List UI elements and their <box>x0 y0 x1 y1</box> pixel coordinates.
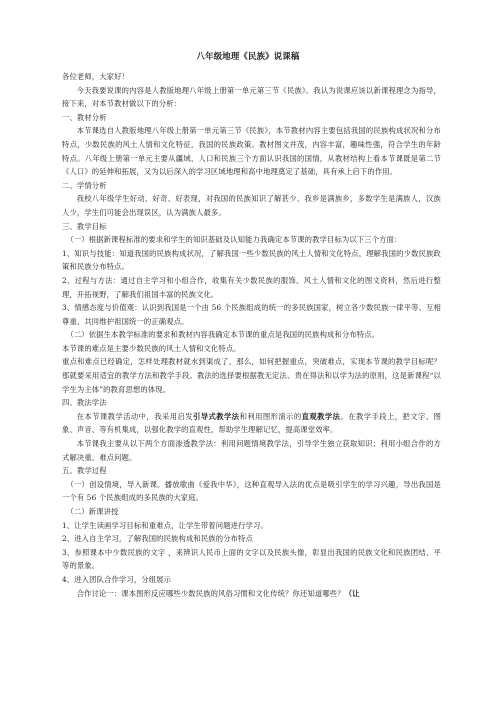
group-discussion-paragraph <box>62 587 441 601</box>
section-heading-teaching-goals: 三、教学目标 <box>62 221 107 231</box>
new-lesson-heading: （二）新课讲授 <box>66 507 119 516</box>
goal-item-attitude: 3、情感态度与价值观：认识到我国是一个由 56 个民族组成的统一的多民族国家，树立各少数民族一律平等、互相尊重、共同维护祖国统一的正确观点。 <box>62 303 441 326</box>
methods-text-1: 在本节课教学活动中，我采用启发 <box>76 411 193 421</box>
difficult-point-paragraph: 本节课的难点是主要少数民族的风土人情和文化特点。 <box>62 343 241 353</box>
section-heading-student-analysis: 二、学情分析 <box>62 180 107 190</box>
document-title: 八年级地理《民族》说课稿 <box>196 51 300 61</box>
section-heading-methods: 四、教法学法 <box>62 398 107 408</box>
student-analysis-paragraph: 我校八年级学生好动、好奇、好表现，对我国的民族知识了解甚少。我乡是满族乡，多数学生是满族人，汉族人少，学生们可能会出现误区，认为满族人最多。 <box>62 194 441 217</box>
process-item-4: 4、进入团队合作学习，分组展示 <box>62 574 172 584</box>
goal-item-process: 2、过程与方法：通过自主学习和小组合作，收集有关少数民族的服饰、风土人情和文化的图文资料，然后进行整理，开拓视野，了解我们祖国丰富的民族文化。 <box>62 275 441 299</box>
discussion-text: 合作讨论一：课本图形反应哪些少数民族的风俗习惯和文化传统？你还知道哪些？ <box>76 588 345 598</box>
goals-intro-paragraph: （一）根据新课程标准的要求和学生的知识基础及认知能力我确定本节课的教学目标为以下三个方面： <box>66 235 402 245</box>
process-item-3: 3、参照课本中少数民族的文字 ，来辨识人民币上面的文字以及民族头像，彰显出我国的民族文化和民族团结、平等的景象。 <box>62 547 441 571</box>
discussion-tail: （让 <box>344 588 360 598</box>
methods-paragraph <box>62 410 441 437</box>
process-item-1: 1、让学生读画学习目标和重难点，让学生带着问题进行学习。 <box>62 520 268 530</box>
methods-text-3: 。在教学手段上，把文字、图象、声音、等有机集成，以强化教学的直观性，帮助学生理解记忆，提高课堂效率。 <box>62 411 442 435</box>
goal-item-knowledge: 1、知识与技能：知道我国的民族构成状况，了解我国一些少数民族的风土人情和文化特点，理解我国的少数民族政策和民族分布特点。 <box>62 248 441 272</box>
section-heading-process: 五、教学过程 <box>62 466 107 476</box>
method-rationale-paragraph: 重点和难点已经确定，怎样处理教材就水到渠成了，那么，如何把握重点，突破难点，实现本节课的教学目标呢？那就要采用适宜的教学方法和教学手段。教法的选择要根据教无定法、贵在得法和以学为法的原则，这是新课程“以学生为主体”的教育思想的体现。 <box>62 357 441 394</box>
key-point-paragraph: （二）依据生本教学标准的要求和教材内容我确定本节课的重点是我国的民族构成和分布特点。 <box>66 330 380 340</box>
document-body <box>62 70 441 600</box>
guided-method-term: 引导式教学法 <box>193 411 240 421</box>
visual-method-term: 直观教学法 <box>301 411 341 421</box>
intro-paragraph: 今天我要说课的内容是人教版地理八年级上册第一单元第三节《民族》。我认为说课应该以新课程理念为指导，接下来，对本节教材做以下的分析： <box>62 85 441 109</box>
greeting: 各位老师，大家好！ <box>62 72 130 81</box>
process-intro-paragraph: （一）创设情境，导入新课。播放歌曲《爱我中华》，这种直观导入法的优点是吸引学生的学习兴趣，导出我国是一个有 56 个民族组成的多民族的大家庭。 <box>62 479 441 503</box>
textbook-analysis-paragraph: 本节课选自人教版地理八年级上册第一单元第三节《民族》，本节教材内容主要包括我国的民族构成状况和分布特点，少数民族的风土人情和文化特征，我国的民族政策。教材图文并茂，内容丰富，趣味性强，符合学生的年龄特点。八年级上册第一单元主要从疆域、人口和民族三个方面认识我国的国情，从教材结构上看本节课既是第二节《人口》的延伸和拓展，又为以后深入的学习区域地理和高中地理奠定了基础，具有承上启下的作用。 <box>62 126 441 177</box>
section-heading-textbook-analysis: 一、教材分析 <box>62 112 107 122</box>
methods-summary-paragraph: 本节课我主要从以下两个方面渗透教学法：利用问题情境教学法，引导学生独立获取知识；利用小组合作的方式解决重、难点问题。 <box>62 439 441 462</box>
process-item-2: 2、进入自主学习，了解我国的民族构成和民族的分布特点 <box>62 534 253 544</box>
methods-text-2: 和利用图形演示的 <box>239 411 302 421</box>
